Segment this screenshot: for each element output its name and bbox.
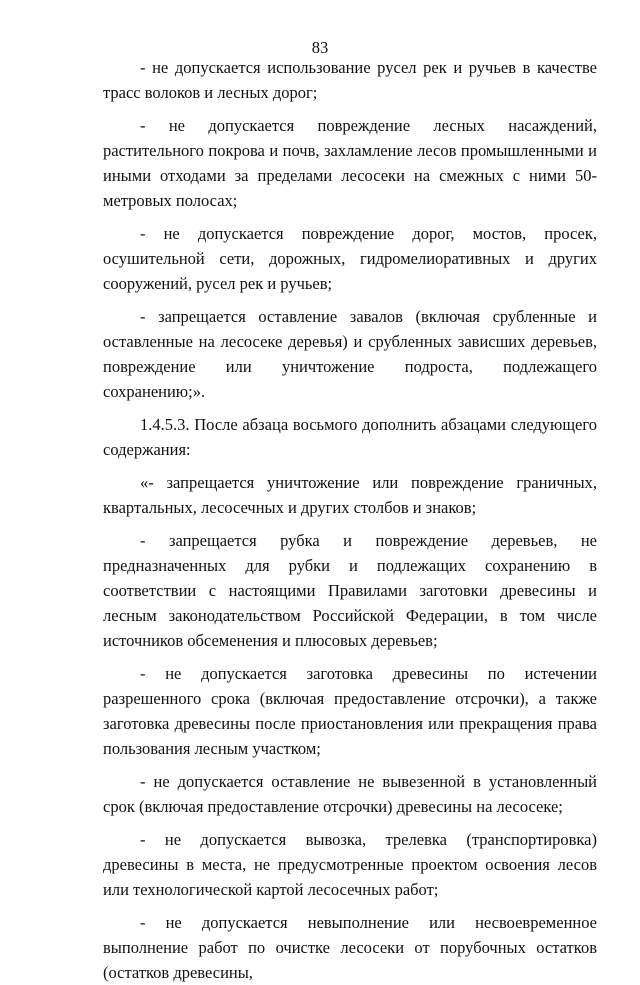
paragraph-4: - запрещается оставление завалов (включая срубленные и оставленные на лесосеке деревья) и срубленных зависших деревьев, повреждение или уничтожение подроста, подлежащего сохранению;». (103, 307, 597, 401)
paragraph-10: - не допускается вывозка, трелевка (транспортировка) древесины в места, не предусмотренные проектом освоения лесов или технологической картой лесосечных работ; (103, 830, 597, 899)
paragraph-11: - не допускается невыполнение или несвоевременное выполнение работ по очистке лесосеки от порубочных остатков (остатков древесины, (103, 913, 597, 982)
paragraph-3: - не допускается повреждение дорог, мостов, просек, осушительной сети, дорожных, гидромелиоративных и других сооружений, русел рек и ручьев; (103, 224, 597, 293)
section-heading-1-4-5-3: 1.4.5.3. После абзаца восьмого дополнить абзацами следующего содержания: (103, 415, 597, 459)
paragraph-9: - не допускается оставление не вывезенной в установленный срок (включая предоставление отсрочки) древесины на лесосеке; (103, 772, 597, 816)
paragraph-2: - не допускается повреждение лесных насаждений, растительного покрова и почв, захламление лесов промышленными и иными отходами за пределами лесосеки на смежных с ними 50-метровых полосах; (103, 116, 597, 210)
document-body (103, 55, 597, 985)
paragraph-7: - запрещается рубка и повреждение деревьев, не предназначенных для рубки и подлежащих сохранению в соответствии с настоящими Правилами заготовки древесины и лесным законодательством Российской Федерации, в том числе источников обсеменения и плюсовых деревьев; (103, 531, 597, 650)
page-number: 83 (311, 38, 329, 57)
paragraph-6: «- запрещается уничтожение или повреждение граничных, квартальных, лесосечных и других столбов и знаков; (103, 473, 597, 517)
paragraph-8: - не допускается заготовка древесины по истечении разрешенного срока (включая предоставление отсрочки), а также заготовка древесины после приостановления или прекращения права пользования лесным участком; (103, 664, 597, 758)
paragraph-1: - не допускается использование русел рек и ручьев в качестве трасс волоков и лесных дорог; (103, 58, 597, 102)
